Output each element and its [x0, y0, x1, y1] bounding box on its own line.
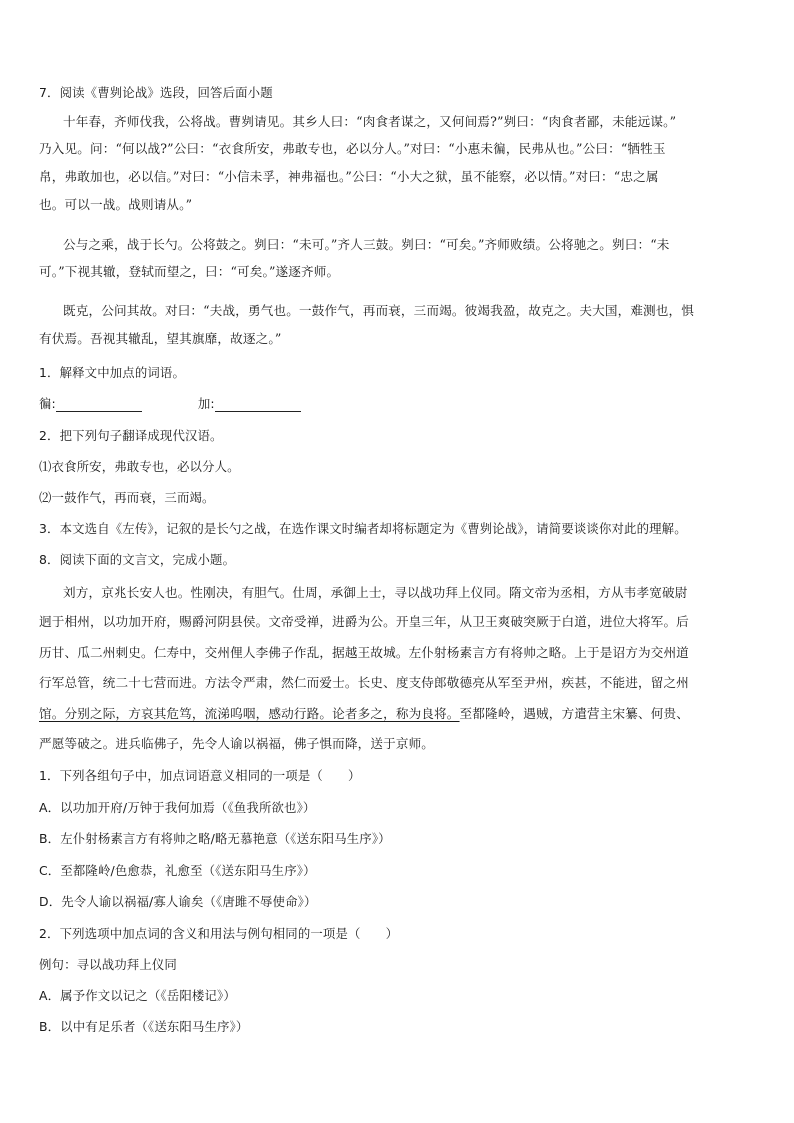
q7-sub2-title: 2．把下列句子翻译成现代汉语。 — [39, 428, 223, 443]
q8-sub1-title: 1．下列各组句子中，加点词语意义相同的一项是（ ） — [39, 768, 361, 783]
underlined-sentence: 馆。分别之际，方哀其危笃，流涕呜咽，感动行路。论者多之，称为良将。 — [39, 706, 460, 721]
passage-text: 至都隆岭，遇贼，方遣营主宋纂、何贵、 — [459, 706, 689, 721]
q7-passage-line: 十年春，齐师伐我，公将战。曹刿请见。其乡人曰：“肉食者谋之，又何间焉?”刿曰：“肉食者鄙，未能远谋。” — [63, 114, 677, 129]
q7-title: 7．阅读《曹刿论战》选段，回答后面小题 — [39, 85, 273, 100]
q8-passage-line: 迥于相州，以功加开府，赐爵河阴县侯。文帝受禅，进爵为公。开皇三年，从卫王爽破突厥于白道，进位大将军。后 — [39, 614, 689, 629]
q7-sub3: 3．本文选自《左传》，记叙的是长勺之战，在选作课文时编者却将标题定为《曹刿论战》，请简要谈谈你对此的理解。 — [39, 521, 687, 536]
q8-sub2-option-b[interactable]: B．以中有足乐者（《送东阳马生序》） — [39, 1019, 249, 1034]
q7-sub1-label-b: 加: — [197, 396, 215, 411]
q7-passage-line: 乃入见。问：“何以战?”公曰：“衣食所安，弗敢专也，必以分人。”对曰：“小惠未徧，民弗从也。”公曰：“牺牲玉 — [39, 141, 666, 156]
q7-passage-line: 也。可以一战。战则请从。” — [39, 197, 193, 212]
q8-sub2-option-a[interactable]: A．属予作文以记之（《岳阳楼记》） — [39, 988, 236, 1003]
q7-passage-line: 有伏焉。吾视其辙乱，望其旗靡，故逐之。” — [39, 331, 282, 346]
q7-sub1-answer-row — [39, 396, 301, 412]
q8-sub1-option-b[interactable]: B．左仆射杨素言方有将帅之略/略无慕艳意（《送东阳马生序》） — [39, 831, 391, 846]
q7-sub1-label-a: 徧: — [39, 396, 56, 411]
q8-title: 8．阅读下面的文言文，完成小题。 — [39, 552, 236, 567]
q7-sub2-sentence-b: ⑵一鼓作气，再而衰，三而竭。 — [39, 490, 215, 505]
q7-sub1-title: 1．解释文中加点的词语。 — [39, 365, 185, 380]
q8-sub1-option-a[interactable]: A．以功加开府/万钟于我何加焉（《鱼我所欲也》） — [39, 800, 316, 815]
q8-passage-line — [39, 706, 689, 722]
q8-passage-line: 刘方，京兆长安人也。性刚决，有胆气。仕周，承御上士，寻以战功拜上仪同。隋文帝为丞相，方从韦孝宽破尉 — [63, 585, 688, 600]
q7-passage-line: 帛，弗敢加也，必以信。”对曰：“小信未孚，神弗福也。”公曰：“小大之狱，虽不能察，必以情。”对曰：“忠之属 — [39, 169, 659, 184]
q7-passage-line: 可。”下视其辙，登轼而望之，曰：“可矣。”遂逐齐师。 — [39, 264, 340, 279]
q8-passage-line: 历甘、瓜二州刺史。仁寿中，交州俚人李佛子作乱，据越王故城。左仆射杨素言方有将帅之略。上于是诏方为交州道 — [39, 645, 689, 660]
q7-passage-line: 既克，公问其故。对曰：“夫战，勇气也。一鼓作气，再而衰，三而竭。彼竭我盈，故克之。夫大国，难测也，惧 — [63, 303, 695, 318]
q8-passage-line: 严愿等破之。进兵临佛子，先令人谕以祸福，佛子惧而降，送于京师。 — [39, 736, 435, 751]
q7-passage-line: 公与之乘，战于长勺。公将鼓之。刿曰：“未可。”齐人三鼓。刿曰：“可矣。”齐师败绩。公将驰之。刿曰：“未 — [63, 237, 670, 252]
q7-sub2-sentence-a: ⑴衣食所安，弗敢专也，必以分人。 — [39, 459, 240, 474]
answer-blank-a[interactable] — [56, 398, 142, 412]
q8-sub1-option-d[interactable]: D．先令人谕以祸福/寡人谕矣（《唐雎不辱使命》） — [39, 894, 317, 909]
q8-sub2-example: 例句：寻以战功拜上仪同 — [39, 957, 177, 972]
q8-sub2-title: 2．下列选项中加点词的含义和用法与例句相同的一项是（ ） — [39, 926, 399, 941]
q8-sub1-option-c[interactable]: C．至都隆岭/色愈恭，礼愈至（《送东阳马生序》） — [39, 863, 316, 878]
answer-blank-b[interactable] — [215, 398, 301, 412]
q8-passage-line: 行军总管，统二十七营而进。方法令严肃，然仁而爱士。长史、度支侍郎敬德亮从军至尹州，疾甚，不能进，留之州 — [39, 675, 689, 690]
